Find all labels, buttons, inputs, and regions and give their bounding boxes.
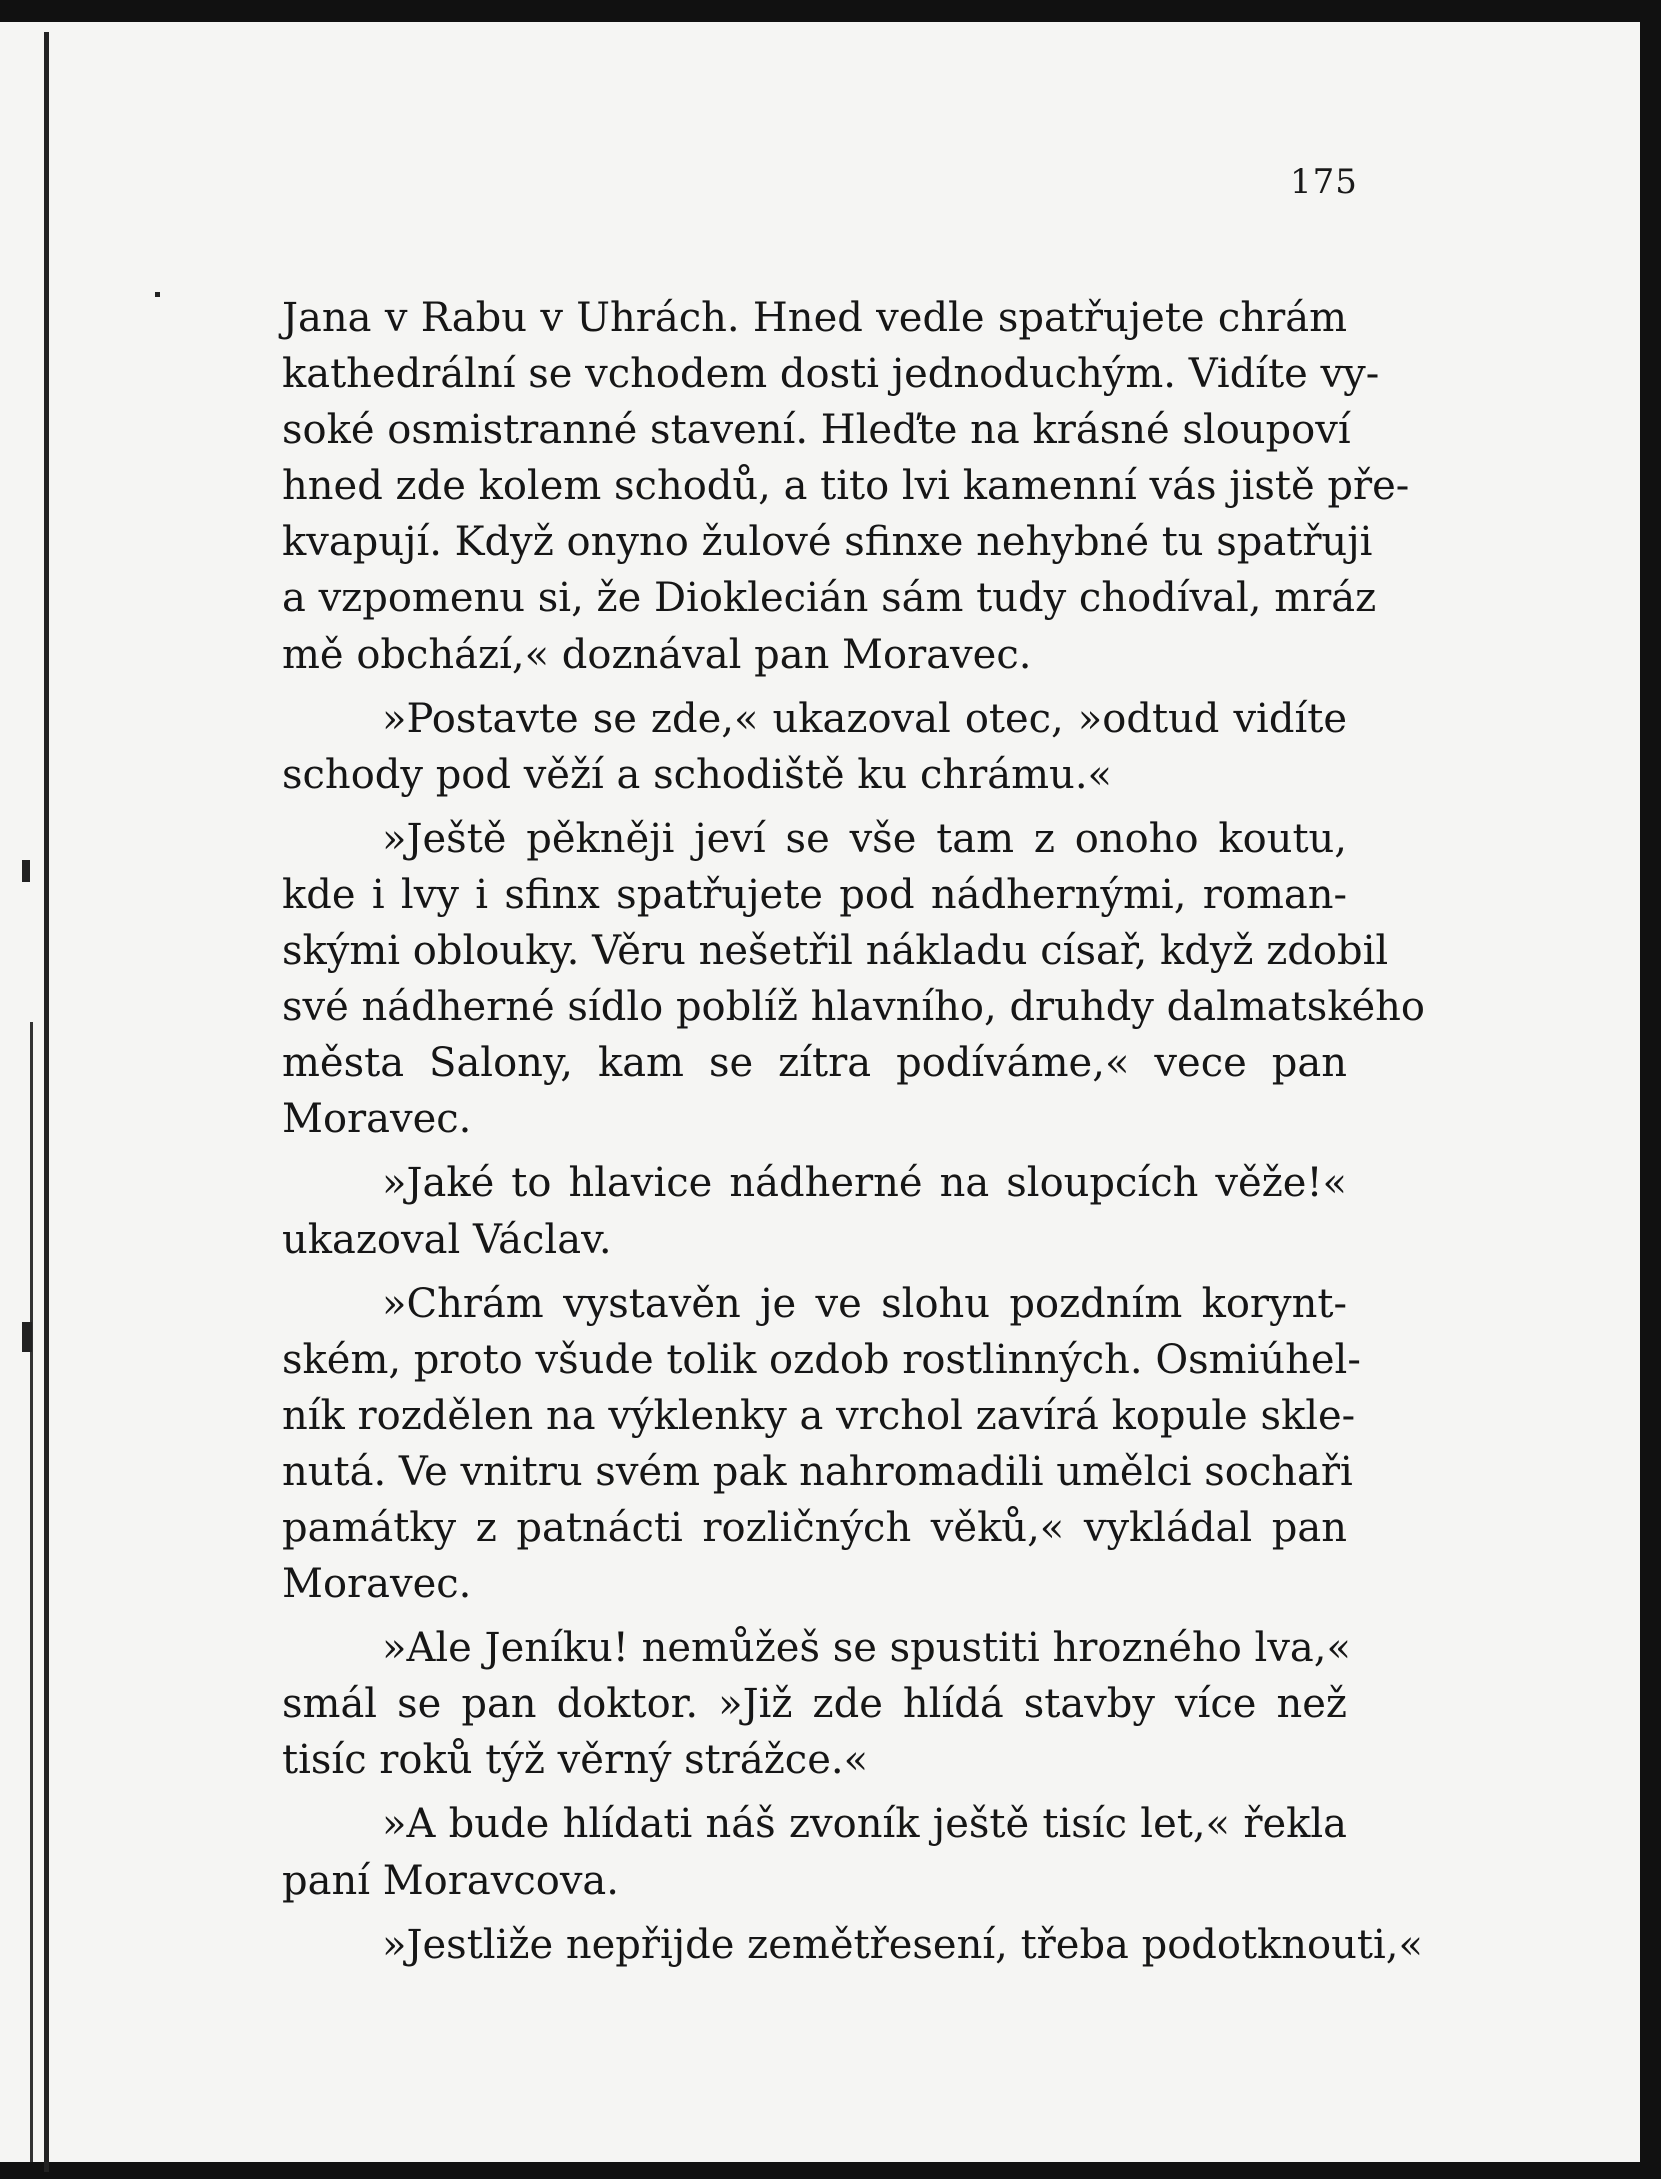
text-line: »Jaké to hlavice nádherné na sloupcích věže!«	[382, 1160, 1347, 1207]
book-page	[0, 22, 1640, 2162]
body-text	[282, 290, 1425, 1973]
text-line: »Ještě pěkněji jeví se vše tam z onoho koutu,	[382, 815, 1347, 862]
text-line: kathedrální se vchodem dosti jednoduchým. Vidíte vy-	[282, 351, 1380, 398]
text-line: smál se pan doktor. »Již zde hlídá stavby více než	[282, 1681, 1347, 1728]
text-line: památky z patnácti rozličných věků,« vykládal pan	[282, 1504, 1347, 1551]
text-line: Moravec.	[282, 1561, 472, 1608]
text-line: »Postavte se zde,« ukazoval otec, »odtud vidíte	[382, 695, 1347, 742]
text-line: Jana v Rabu v Uhrách. Hned vedle spatřujete chrám	[282, 295, 1347, 341]
text-line: »A bude hlídati náš zvoník ještě tisíc let,« řekla	[382, 1801, 1347, 1848]
text-line: »Ale Jeníku! nemůžeš se spustiti hrozného lva,«	[382, 1625, 1351, 1672]
text-line: ukazoval Václav.	[282, 1216, 612, 1263]
text-line: »Jestliže nepřijde zemětřesení, třeba podotknouti,«	[382, 1921, 1423, 1968]
speck-mark	[155, 292, 160, 297]
text-line: nutá. Ve vnitru svém pak nahromadili umělci sochaři	[282, 1448, 1353, 1495]
text-line: ském, proto všude tolik ozdob rostlinných. Osmiúhel-	[282, 1336, 1361, 1383]
text-line: Moravec.	[282, 1096, 472, 1143]
margin-mark	[22, 860, 30, 882]
text-line: ník rozdělen na výklenky a vrchol zavírá kopule skle-	[282, 1392, 1356, 1439]
margin-mark	[22, 1322, 32, 1352]
page-edge-line	[44, 32, 49, 2172]
page-number: 175	[1290, 162, 1358, 202]
text-line: skými oblouky. Věru nešetřil nákladu císař, když zdobil	[282, 928, 1389, 975]
text-line: schody pod věží a schodiště ku chrámu.«	[282, 751, 1112, 798]
text-line: mě obchází,« doznával pan Moravec.	[282, 631, 1032, 678]
text-line: paní Moravcova.	[282, 1857, 619, 1904]
text-line: kvapují. Když onyno žulové sfinxe nehybné tu spatřuji	[282, 519, 1373, 566]
text-line: tisíc roků týž věrný strážce.«	[282, 1737, 869, 1784]
text-line: kde i lvy i sfinx spatřujete pod nádhernými, roman-	[282, 871, 1347, 918]
text-line: hned zde kolem schodů, a tito lvi kamenní vás jistě pře-	[282, 463, 1410, 510]
text-line: své nádherné sídlo poblíž hlavního, druhdy dalmatského	[282, 984, 1425, 1031]
text-line: a vzpomenu si, že Dioklecián sám tudy chodíval, mráz	[282, 575, 1377, 622]
text-line: soké osmistranné stavení. Hleďte na krásné sloupoví	[282, 407, 1351, 454]
text-line: města Salony, kam se zítra podíváme,« vece pan	[282, 1040, 1347, 1087]
binding-shadow-line	[30, 1022, 33, 2162]
text-line: »Chrám vystavěn je ve slohu pozdním korynt-	[382, 1280, 1347, 1327]
